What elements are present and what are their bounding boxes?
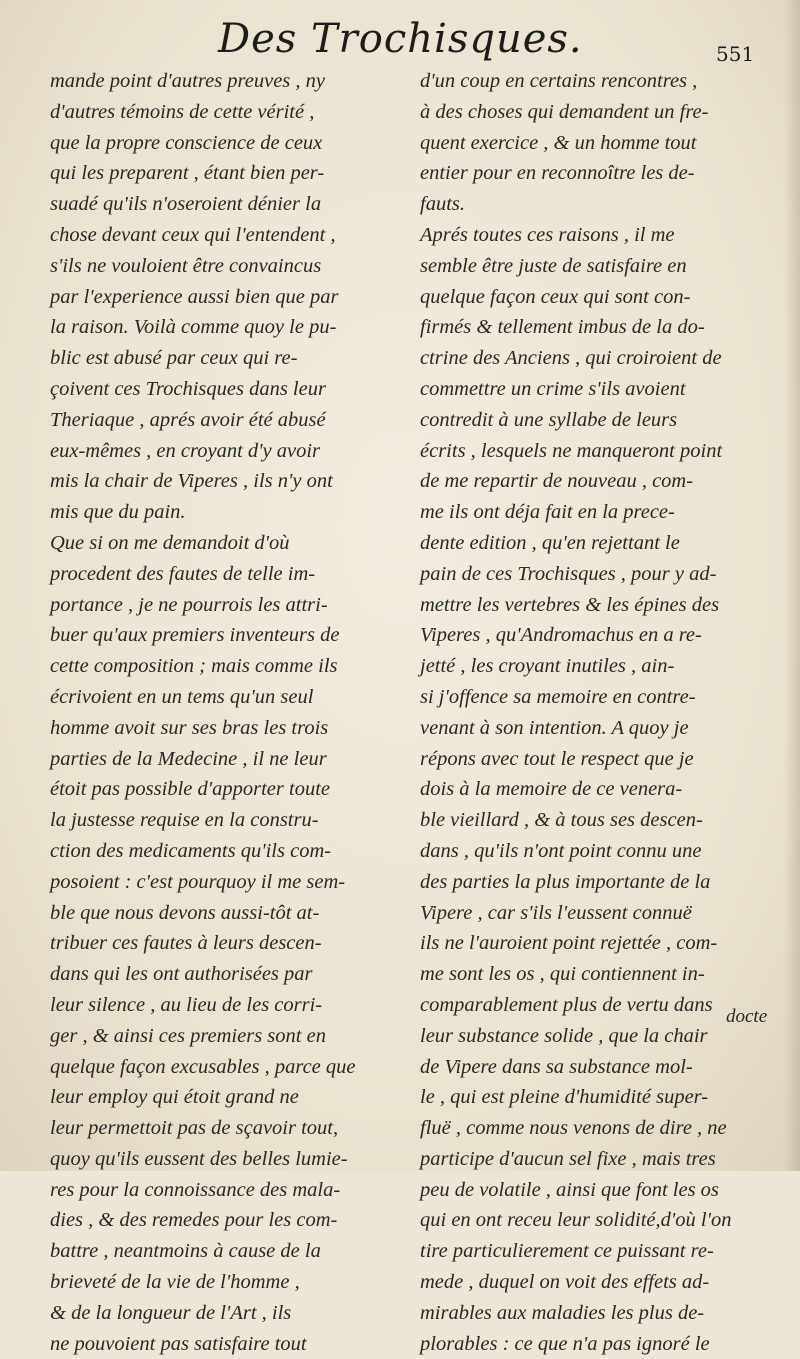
text-line: parties de la Medecine , il ne leur: [50, 747, 327, 770]
text-line: Viperes , qu'Andromachus en a re-: [420, 624, 702, 647]
text-line: dans , qu'ils n'ont point connu une: [420, 839, 702, 862]
text-line: blic est abusé par ceux qui re-: [50, 347, 298, 370]
text-line: mede , duquel on voit des effets ad-: [420, 1271, 710, 1294]
text-line: peu de volatile , ainsi que font les os: [420, 1178, 719, 1201]
text-line: ction des medicaments qu'ils com-: [50, 839, 332, 862]
text-line: ils ne l'auroient point rejettée , com-: [420, 932, 718, 955]
text-line: brieveté de la vie de l'homme ,: [50, 1271, 300, 1294]
text-line: comparablement plus de vertu dans: [420, 993, 713, 1016]
text-line: suadé qu'ils n'oseroient dénier la: [50, 193, 322, 216]
text-line: battre , neantmoins à cause de la: [50, 1240, 321, 1263]
text-line: Aprés toutes ces raisons , il me: [420, 223, 675, 246]
running-title: Des Trochisques.: [218, 16, 583, 62]
text-line: qui les preparent , étant bien per-: [50, 162, 325, 185]
text-line: me sont les os , qui contiennent in-: [420, 963, 705, 986]
right-text-column: [420, 66, 754, 1359]
text-line: mettre les vertebres & les épines des: [420, 593, 720, 616]
catchword: docte: [726, 1006, 768, 1027]
text-line: eux-mêmes , en croyant d'y avoir: [50, 439, 321, 462]
text-line: que la propre conscience de ceux: [50, 131, 323, 154]
text-line: ne pouvoient pas satisfaire tout: [50, 1332, 307, 1355]
text-line: pain de ces Trochisques , pour y ad-: [420, 562, 717, 585]
text-line: venant à son intention. A quoy je: [420, 716, 689, 739]
text-line: leur silence , au lieu de les corri-: [50, 993, 323, 1016]
text-line: commettre un crime s'ils avoient: [420, 377, 686, 400]
text-line: participe d'aucun sel fixe , mais tres: [420, 1147, 716, 1170]
text-line: cette composition ; mais comme ils: [50, 655, 338, 678]
text-line: buer qu'aux premiers inventeurs de: [50, 624, 340, 647]
text-line: fluë , comme nous venons de dire , ne: [420, 1117, 727, 1140]
text-line: Theriaque , aprés avoir été abusé: [50, 408, 326, 431]
text-line: dente edition , qu'en rejettant le: [420, 531, 680, 554]
text-line: par l'experience aussi bien que par: [50, 285, 339, 308]
text-line: entier pour en reconnoître les de-: [420, 162, 695, 185]
text-line: Vipere , car s'ils l'eussent connuë: [420, 901, 692, 924]
text-line: contredit à une syllabe de leurs: [420, 408, 678, 431]
text-line: mis la chair de Viperes , ils n'y ont: [50, 470, 333, 493]
text-line: de me repartir de nouveau , com-: [420, 470, 694, 493]
text-line: répons avec tout le respect que je: [420, 747, 694, 770]
text-line: dans qui les ont authorisées par: [50, 963, 313, 986]
text-line: jetté , les croyant inutiles , ain-: [420, 655, 675, 678]
text-line: ctrine des Anciens , qui croiroient de: [420, 347, 722, 370]
text-line: s'ils ne vouloient être convaincus: [50, 254, 322, 277]
text-line: semble être juste de satisfaire en: [420, 254, 687, 277]
text-line: quent exercice , & un homme tout: [420, 131, 697, 154]
text-line: posoient : c'est pourquoy il me sem-: [50, 870, 346, 893]
text-line: Que si on me demandoit d'où: [50, 531, 290, 554]
text-line: res pour la connoissance des mala-: [50, 1178, 341, 1201]
text-line: la raison. Voilà comme quoy le pu-: [50, 316, 337, 339]
text-line: la justesse requise en la constru-: [50, 809, 319, 832]
text-line: mande point d'autres preuves , ny: [50, 70, 326, 92]
page-number: 551: [716, 42, 755, 66]
page-edge-shadow: [784, 0, 800, 1171]
text-line: étoit pas possible d'apporter toute: [50, 778, 330, 801]
text-line: si j'offence sa memoire en contre-: [420, 685, 696, 708]
text-line: chose devant ceux qui l'entendent ,: [50, 223, 336, 246]
text-line: écrits , lesquels ne manqueront point: [420, 439, 723, 462]
text-line: le , qui est pleine d'humidité super-: [420, 1086, 709, 1109]
text-line: ble que nous devons aussi-tôt at-: [50, 901, 320, 924]
text-line: & de la longueur de l'Art , ils: [50, 1301, 292, 1324]
text-line: quelque façon ceux qui sont con-: [420, 285, 691, 308]
text-line: dies , & des remedes pour les com-: [50, 1209, 338, 1232]
text-line: quelque façon excusables , parce que: [50, 1055, 356, 1078]
text-line: des parties la plus importante de la: [420, 870, 711, 893]
text-line: mirables aux maladies les plus de-: [420, 1301, 705, 1324]
page-header: [0, 14, 800, 64]
text-line: leur employ qui étoit grand ne: [50, 1086, 299, 1109]
text-line: tire particulierement ce puissant re-: [420, 1240, 714, 1263]
text-line: procedent des fautes de telle im-: [50, 562, 316, 585]
text-line: fauts.: [420, 193, 465, 216]
text-line: à des choses qui demandent un fre-: [420, 100, 709, 123]
text-line: quoy qu'ils eussent des belles lumie-: [50, 1147, 348, 1170]
text-line: tribuer ces fautes à leurs descen-: [50, 932, 322, 955]
text-line: ger , & ainsi ces premiers sont en: [50, 1024, 326, 1047]
text-line: de Vipere dans sa substance mol-: [420, 1055, 693, 1078]
text-line: écrivoient en un tems qu'un seul: [50, 685, 314, 708]
text-line: d'un coup en certains rencontres ,: [420, 70, 698, 92]
text-line: portance , je ne pourrois les attri-: [50, 593, 328, 616]
text-line: ble vieillard , & à tous ses descen-: [420, 809, 703, 832]
text-line: me ils ont déja fait en la prece-: [420, 501, 675, 524]
text-line: dois à la memoire de ce venera-: [420, 778, 683, 801]
text-line: leur permettoit pas de sçavoir tout,: [50, 1117, 339, 1140]
text-line: qui en ont receu leur solidité,d'où l'on: [420, 1209, 732, 1232]
text-line: plorables : ce que n'a pas ignoré le: [420, 1332, 710, 1355]
text-line: çoivent ces Trochisques dans leur: [50, 377, 326, 400]
text-line: d'autres témoins de cette vérité ,: [50, 100, 315, 123]
text-line: homme avoit sur ses bras les trois: [50, 716, 329, 739]
text-line: firmés & tellement imbus de la do-: [420, 316, 705, 339]
left-text-column: [50, 66, 384, 1359]
text-line: leur substance solide , que la chair: [420, 1024, 708, 1047]
text-line: mis que du pain.: [50, 501, 186, 524]
